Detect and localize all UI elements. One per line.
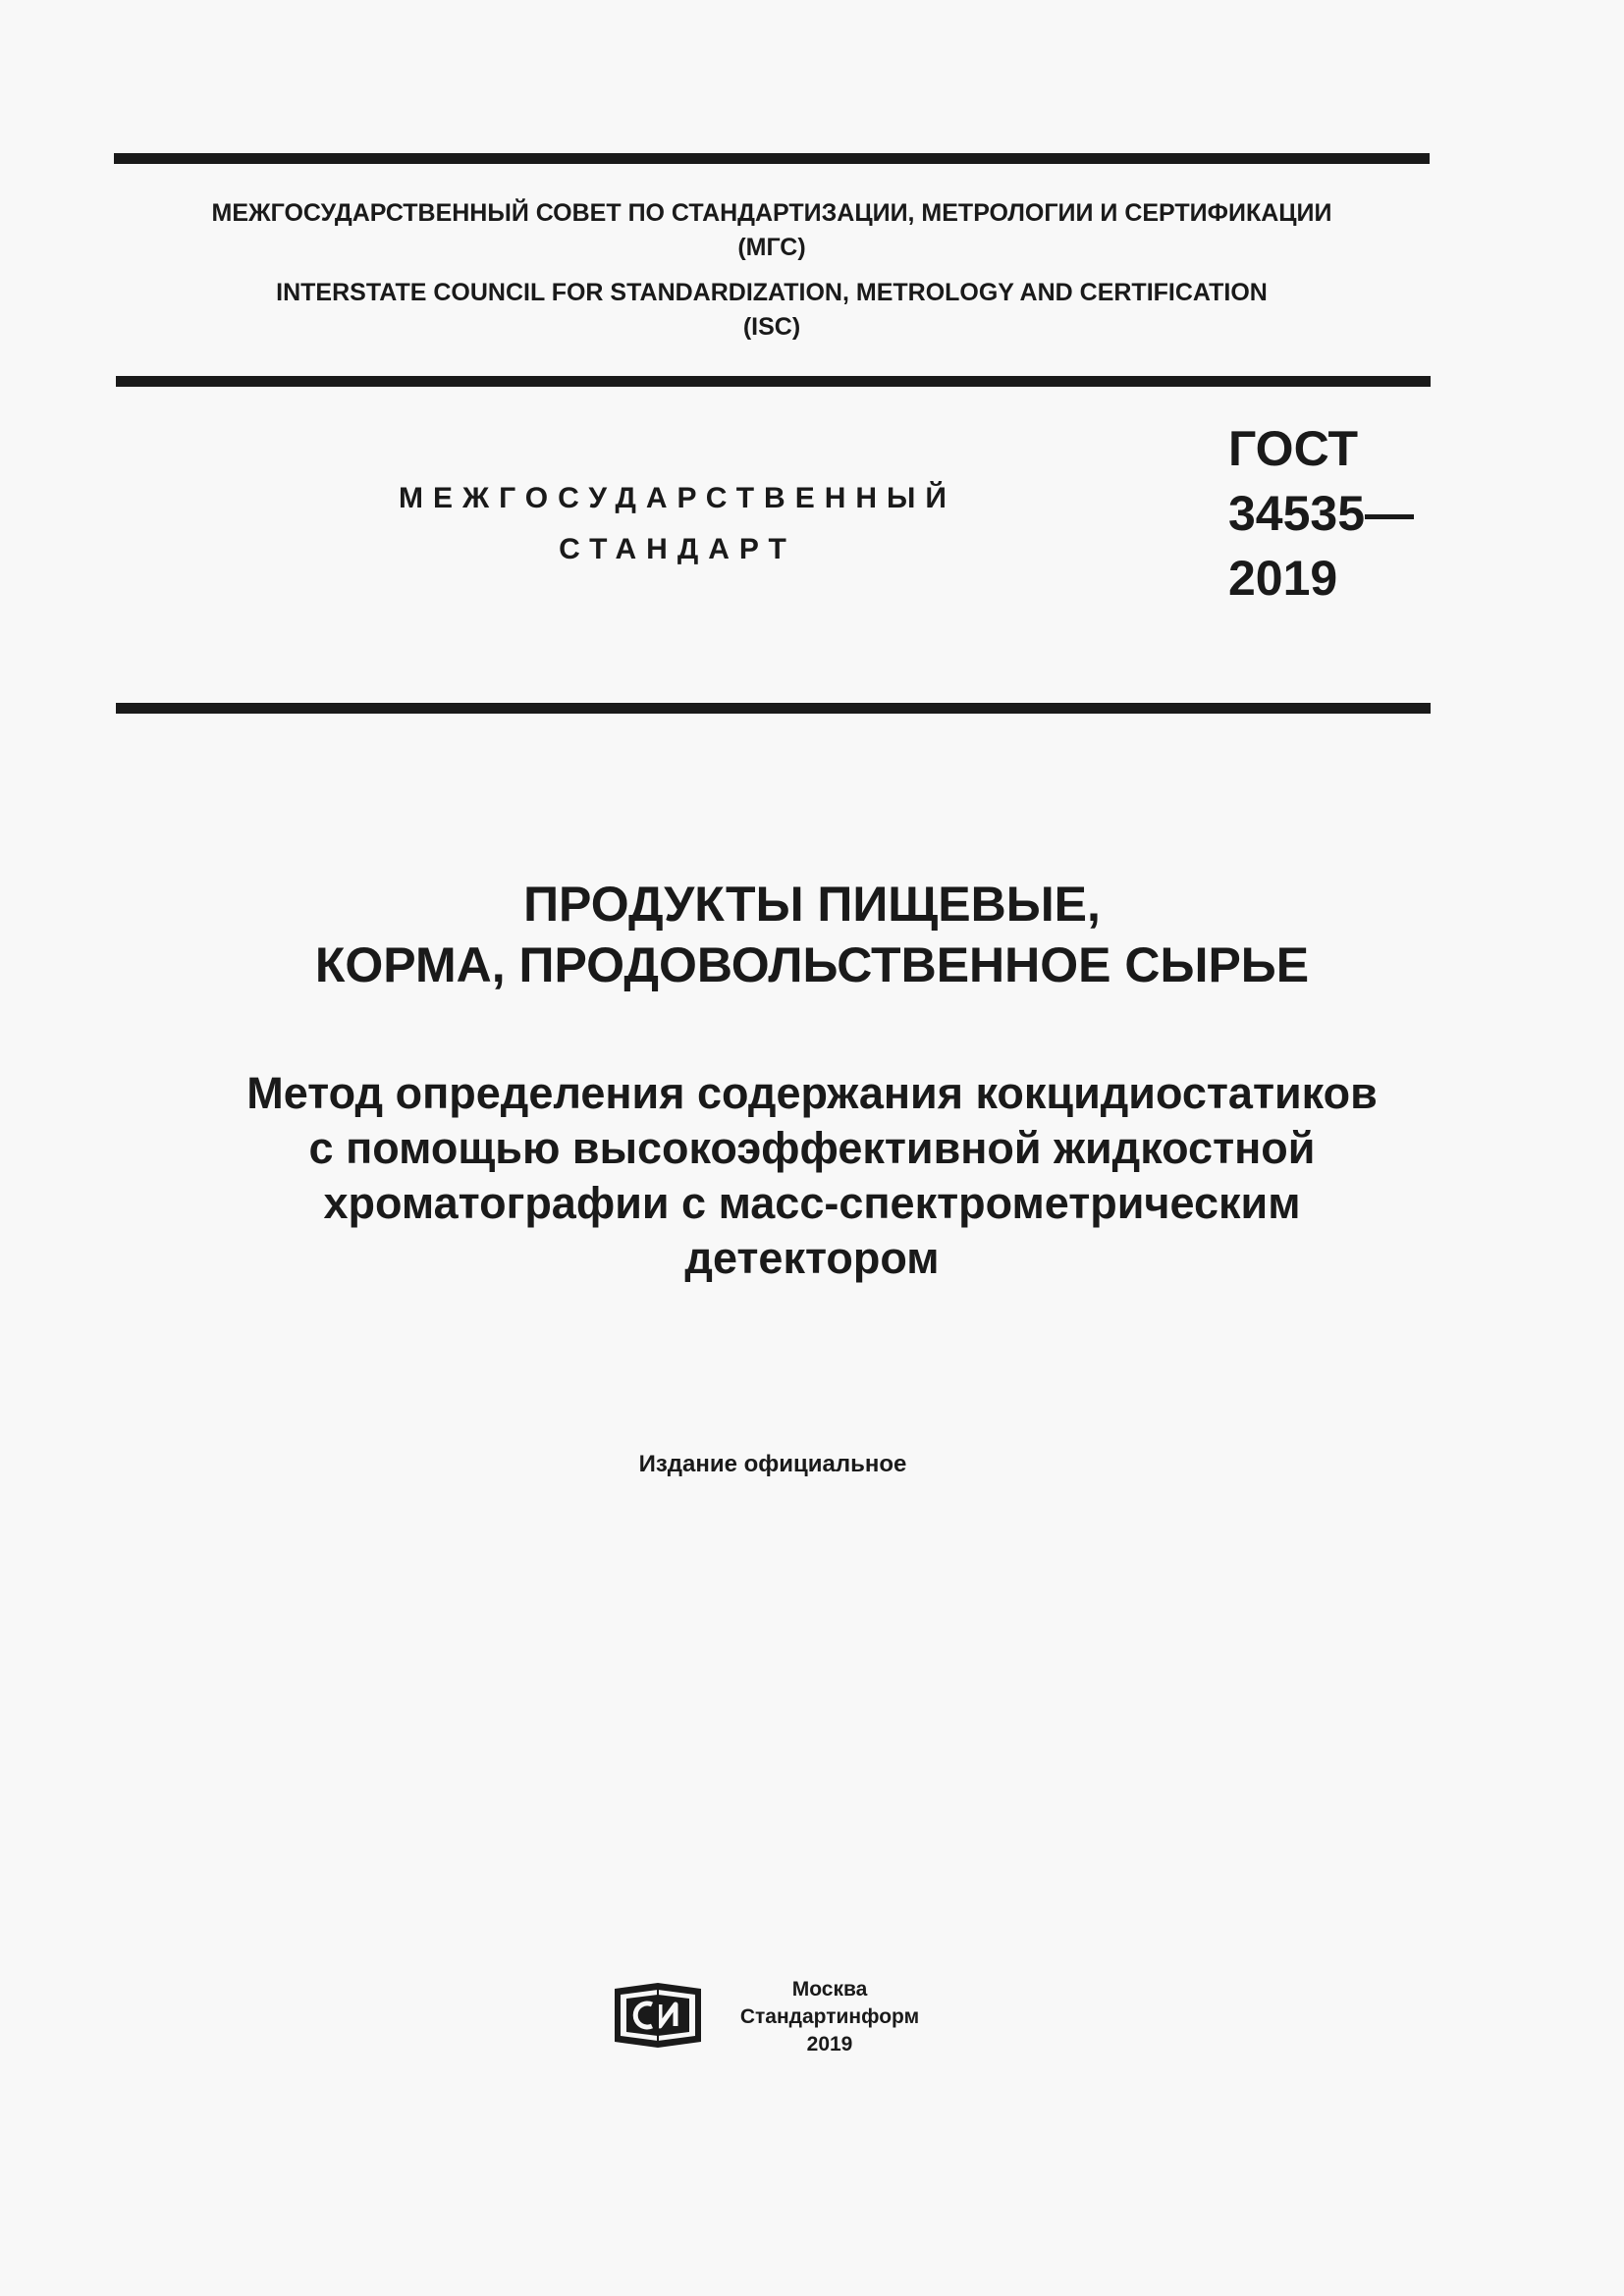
publisher-name: Стандартинформ <box>739 2005 920 2028</box>
sub-title-line3: хроматографии с масс-спектрометрическим <box>323 1178 1301 1228</box>
standard-designation <box>1228 416 1414 611</box>
main-title-line1: ПРОДУКТЫ ПИЩЕВЫЕ, <box>523 877 1101 932</box>
sub-title-line1: Метод определения содержания кокцидиостатиков <box>246 1068 1378 1118</box>
sub-title <box>0 1066 1624 1286</box>
standartinform-logo-icon <box>611 1979 705 2052</box>
standard-kind-line1: МЕЖГОСУДАРСТВЕННЫЙ <box>399 482 956 514</box>
council-en-name: INTERSTATE COUNCIL FOR STANDARDIZATION, METROLOGY AND CERTIFICATION <box>276 279 1268 306</box>
edition-label: Издание официальное <box>638 1451 907 1477</box>
top-rule <box>114 153 1430 164</box>
sub-title-line2: с помощью высокоэффективной жидкостной <box>308 1123 1316 1173</box>
standard-kind-line2: СТАНДАРТ <box>559 533 796 565</box>
publisher-block <box>717 1976 943 2058</box>
council-rule <box>116 376 1431 387</box>
council-ru-name: МЕЖГОСУДАРСТВЕННЫЙ СОВЕТ ПО СТАНДАРТИЗАЦИИ, МЕТРОЛОГИИ И СЕРТИФИКАЦИИ <box>211 199 1332 227</box>
council-ru-abbr: (МГС) <box>737 234 806 261</box>
main-title-line2: КОРМА, ПРОДОВОЛЬСТВЕННОЕ СЫРЬЕ <box>314 937 1310 992</box>
council-en-abbr: (ISC) <box>742 313 801 341</box>
publisher-year: 2019 <box>806 2033 853 2056</box>
council-en-block <box>114 276 1430 345</box>
standard-kind <box>324 473 1031 575</box>
sub-title-line4: детектором <box>684 1233 940 1283</box>
designation-line2: 34535— <box>1228 486 1415 541</box>
publisher-city: Москва <box>791 1978 868 2001</box>
designation-line1: ГОСТ <box>1228 421 1358 476</box>
header-rule <box>116 703 1431 714</box>
main-title <box>0 874 1624 995</box>
designation-line3: 2019 <box>1228 551 1338 606</box>
council-ru-block <box>114 196 1430 265</box>
